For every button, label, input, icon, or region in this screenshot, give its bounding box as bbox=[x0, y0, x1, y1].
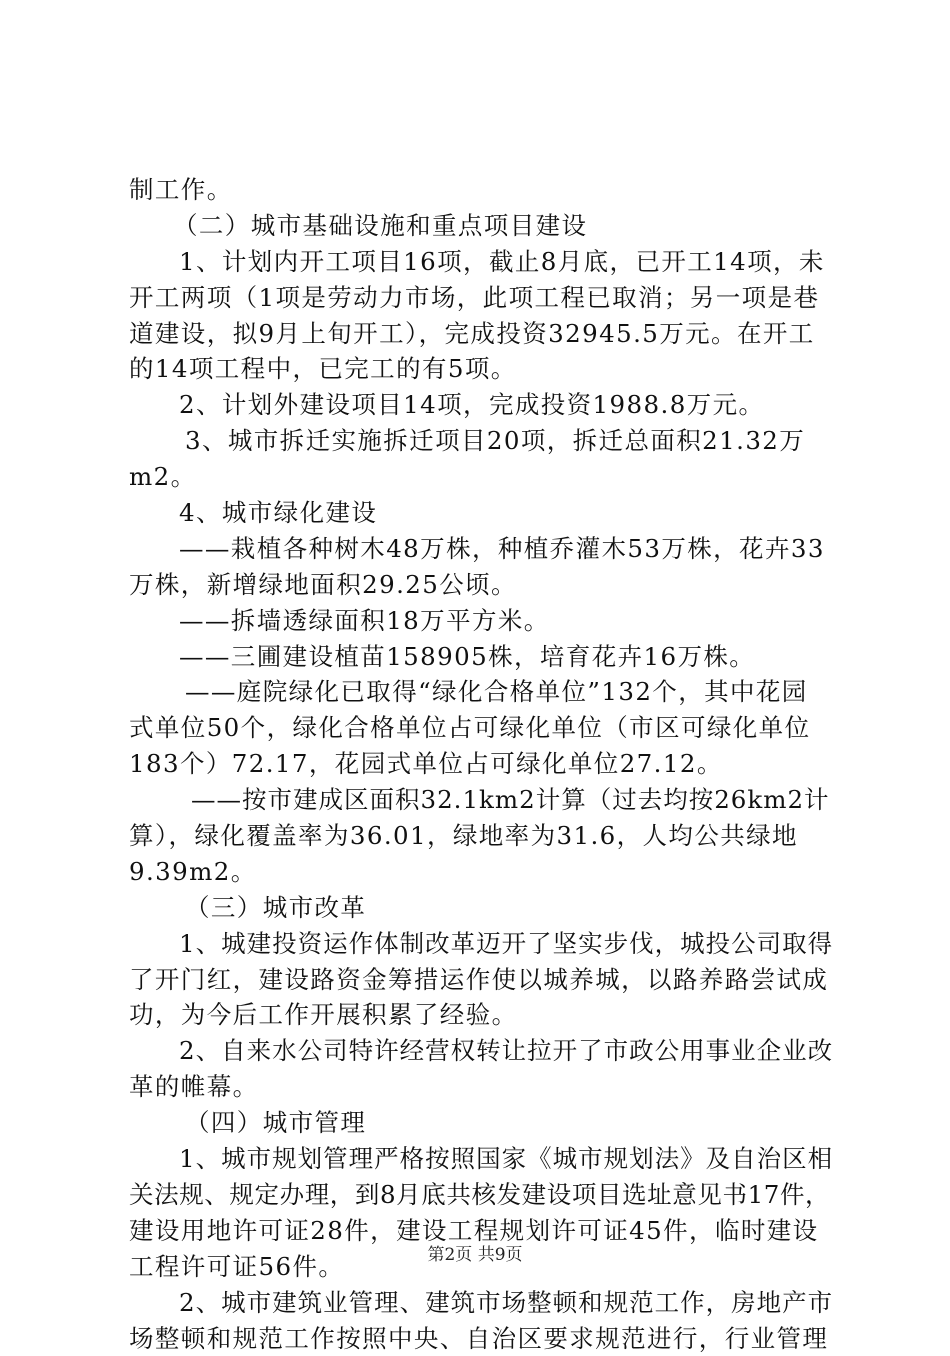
text-line: ——三圃建设植苗158905株，培育花卉16万株。 bbox=[129, 639, 834, 675]
text-line: 1、城市规划管理严格按照国家《城市规划法》及自治区相 bbox=[129, 1141, 834, 1177]
text-line: 9.39m2。 bbox=[129, 854, 834, 890]
text-line: ——庭院绿化已取得“绿化合格单位”132个，其中花园 bbox=[129, 674, 834, 710]
text-line: ——拆墙透绿面积18万平方米。 bbox=[129, 603, 834, 639]
text-line: 2、计划外建设项目14项，完成投资1988.8万元。 bbox=[129, 387, 834, 423]
text-line: 1、计划内开工项目16项，截止8月底，已开工14项，未 bbox=[129, 244, 834, 280]
text-line: ——按市建成区面积32.1km2计算（过去均按26km2计 bbox=[129, 782, 834, 818]
text-line: 关法规、规定办理，到8月底共核发建设项目选址意见书17件， bbox=[129, 1177, 834, 1213]
text-line: 了开门红，建设路资金筹措运作使以城养城，以路养路尝试成 bbox=[129, 962, 834, 998]
text-line: 道建设，拟9月上旬开工），完成投资32945.5万元。在开工 bbox=[129, 316, 834, 352]
document-body bbox=[129, 172, 834, 1356]
text-line: 1、城建投资运作体制改革迈开了坚实步伐，城投公司取得 bbox=[129, 926, 834, 962]
text-line: 万株，新增绿地面积29.25公顷。 bbox=[129, 567, 834, 603]
text-line: 2、自来水公司特许经营权转让拉开了市政公用事业企业改 bbox=[129, 1033, 834, 1069]
text-line: 工程许可证56件。 bbox=[129, 1249, 834, 1285]
text-line: ——栽植各种树木48万株，种植乔灌木53万株，花卉33 bbox=[129, 531, 834, 567]
text-line: 2、城市建筑业管理、建筑市场整顿和规范工作，房地产市 bbox=[129, 1285, 834, 1321]
text-line: 的14项工程中，已完工的有5项。 bbox=[129, 351, 834, 387]
text-line: （二）城市基础设施和重点项目建设 bbox=[129, 208, 834, 244]
text-line: 183个）72.17，花园式单位占可绿化单位27.12。 bbox=[129, 746, 834, 782]
text-line: 3、城市拆迁实施拆迁项目20项，拆迁总面积21.32万 bbox=[129, 423, 834, 459]
text-line: m2。 bbox=[129, 459, 834, 495]
text-line: 式单位50个，绿化合格单位占可绿化单位（市区可绿化单位 bbox=[129, 710, 834, 746]
text-line: （三）城市改革 bbox=[129, 890, 834, 926]
page-number-footer: 第2页 共9页 bbox=[0, 1240, 950, 1265]
text-line: 算），绿化覆盖率为36.01，绿地率为31.6，人均公共绿地 bbox=[129, 818, 834, 854]
text-line: 功，为今后工作开展积累了经验。 bbox=[129, 997, 834, 1033]
text-line: （四）城市管理 bbox=[129, 1105, 834, 1141]
text-line: 革的帷幕。 bbox=[129, 1069, 834, 1105]
text-line: 4、城市绿化建设 bbox=[129, 495, 834, 531]
text-line: 场整顿和规范工作按照中央、自治区要求规范进行，行业管理 bbox=[129, 1321, 834, 1356]
text-line: 开工两项（1项是劳动力市场，此项工程已取消；另一项是巷 bbox=[129, 280, 834, 316]
text-line: 建设用地许可证28件，建设工程规划许可证45件，临时建设 bbox=[129, 1213, 834, 1249]
text-line: 制工作。 bbox=[129, 172, 834, 208]
